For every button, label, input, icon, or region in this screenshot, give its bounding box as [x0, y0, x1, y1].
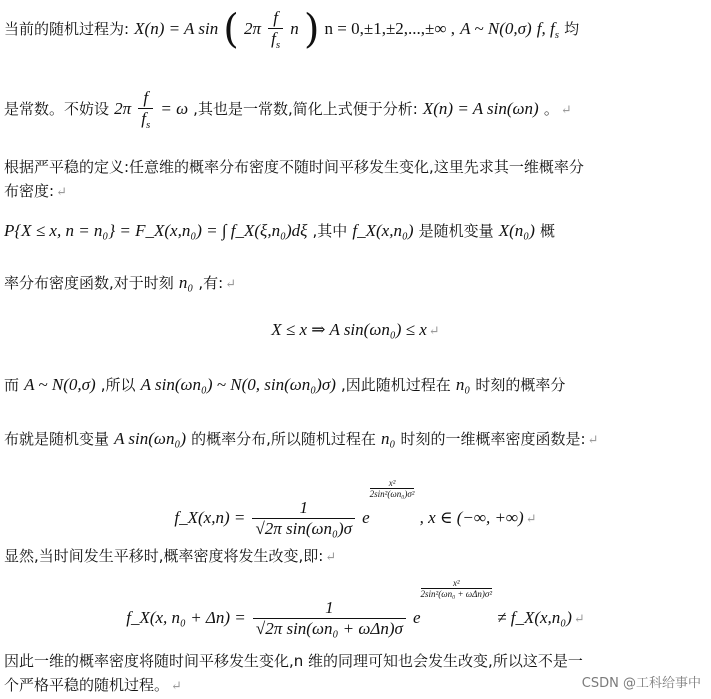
process-formula: X(n) = A sin	[134, 19, 219, 39]
n-range: n = 0,±1,±2,...,±∞ ,	[324, 19, 455, 39]
line-7	[0, 320, 711, 340]
frac-den-2-main: f	[141, 108, 146, 128]
line-6-end: ,有:	[198, 274, 224, 292]
simplified-formula: X(n) = A sin(ωn)	[422, 99, 539, 119]
return-mark: ↵	[428, 324, 440, 339]
pdf-symbol: f_X(x,n₀)	[352, 221, 414, 240]
f-over-fs	[268, 8, 283, 51]
f-fs-main: f, f	[536, 19, 555, 39]
line-5-text: ,其中	[312, 222, 348, 240]
line-8-text: 而	[4, 376, 20, 394]
n0-symbol: n₀	[178, 273, 194, 292]
eq1-domain: , x ∈ (−∞, +∞)	[419, 508, 524, 527]
line-6-text: 率分布密度函数,对于时刻	[4, 274, 174, 292]
line-5	[4, 220, 555, 241]
implication-formula: X ≤ x ⇒ A sin(ωn₀) ≤ x	[271, 320, 427, 339]
return-mark: ↵	[573, 612, 585, 627]
line-10	[4, 545, 336, 566]
eq2-exp-den: 2sin²(ωn₀ + ωΔn)σ²	[420, 589, 493, 599]
left-paren: (	[223, 6, 239, 53]
line-11: 因此一维的概率密度将随时间平移发生变化,n 维的同理可知也会发生改变,所以这不是一	[4, 652, 583, 670]
line-12-text: 个严格平稳的随机过程。	[4, 676, 170, 694]
two-pi-2: 2π	[114, 99, 132, 119]
eq1-den: √2π sin(ωn₀)σ	[255, 519, 352, 538]
return-mark: ↵	[225, 277, 237, 292]
return-mark: ↵	[325, 550, 337, 565]
return-mark: ↵	[560, 103, 572, 119]
eq1-exponent	[370, 478, 415, 499]
eq1-lhs: f_X(x,n) =	[174, 508, 246, 527]
frac-num: f	[268, 8, 283, 29]
line-5-mid: 是随机变量	[418, 222, 494, 240]
eq2-exp-num: x²	[421, 578, 493, 589]
line-2-end: 。	[543, 100, 559, 119]
two-pi: 2π	[244, 19, 262, 39]
line-4	[4, 180, 67, 201]
line-2-text: 是常数。不妨设	[4, 100, 110, 119]
line-2-mid: ,其也是一常数,简化上式便于分析:	[193, 100, 418, 119]
line-9	[4, 428, 598, 449]
eq1-exp-num: x²	[370, 478, 415, 489]
n0-symbol: n₀	[455, 375, 471, 394]
line-1	[4, 8, 579, 51]
exp-base: e	[362, 508, 370, 527]
return-mark: ↵	[171, 679, 182, 694]
eq2-rhs: ≠ f_X(x,n₀)	[497, 608, 572, 627]
line-6	[4, 272, 236, 293]
eq2-fraction	[253, 598, 406, 638]
eq2-den: √2π sin(ωn₀ + ωΔn)σ	[255, 619, 403, 638]
line-1-end: 均	[564, 20, 580, 39]
scaled-dist: A sin(ωn₀) ~ N(0, sin(ωn₀)σ)	[140, 375, 336, 394]
line-2	[4, 88, 572, 131]
line-8	[4, 374, 565, 395]
frac-den-2	[138, 109, 153, 132]
exp-base: e	[412, 608, 421, 627]
frac-den-2-sub: s	[145, 118, 151, 131]
eq1-fraction	[252, 498, 355, 538]
n0-symbol: n₀	[380, 429, 396, 448]
omega-eq: = ω	[160, 99, 189, 119]
eq1-num: 1	[252, 498, 355, 519]
csdn-watermark: CSDN @工科给事中	[581, 676, 701, 691]
line-3: 根据严平稳的定义:任意维的概率分布密度不随时间平移发生变化,这里先求其一维概率分	[4, 158, 584, 176]
line-4-text: 布密度:	[4, 182, 55, 200]
return-mark: ↵	[56, 185, 67, 200]
line-8-end: 时刻的概率分	[475, 376, 566, 394]
random-var: X(n₀)	[498, 221, 535, 240]
frac-num-2: f	[138, 88, 153, 109]
asin-term: A sin(ωn₀)	[114, 429, 187, 448]
equation-1	[0, 478, 711, 539]
f-fs	[536, 19, 559, 42]
line-9-mid: 的概率分布,所以随机过程在	[191, 430, 376, 448]
line-9-text: 布就是随机变量	[4, 430, 110, 448]
equation-2	[0, 578, 711, 639]
line-9-end: 时刻的一维概率密度函数是:	[400, 430, 586, 448]
right-paren: )	[303, 6, 320, 53]
line-5-end: 概	[539, 222, 555, 240]
n-var: n	[290, 19, 299, 39]
return-mark: ↵	[525, 512, 537, 527]
f-over-fs-2	[138, 88, 153, 131]
eq2-lhs: f_X(x, n₀ + Δn) =	[126, 608, 246, 627]
cdf-formula: P{X ≤ x, n = n₀} = F_X(x,n₀) = ∫ f_X(ξ,n₀)dξ	[4, 221, 308, 240]
f-fs-sub: s	[554, 29, 559, 42]
eq2-num: 1	[253, 598, 406, 619]
line-10-text: 显然,当时间发生平移时,概率密度将发生改变,即:	[4, 547, 324, 565]
eq2-exponent	[421, 578, 493, 599]
return-mark: ↵	[587, 433, 599, 448]
normal-dist-2: A ~ N(0,σ)	[24, 375, 96, 394]
frac-den	[268, 29, 283, 52]
eq1-exp-den: 2sin²(ωn₀)σ²	[369, 489, 415, 499]
line-8-mid: ,所以	[100, 376, 136, 394]
line-1-text: 当前的随机过程为:	[4, 20, 130, 39]
line-12	[4, 674, 182, 695]
line-8-mid2: ,因此随机过程在	[340, 376, 451, 394]
frac-den-sub: s	[275, 38, 281, 51]
normal-dist: A ~ N(0,σ)	[460, 19, 532, 39]
frac-den-main: f	[271, 28, 276, 48]
